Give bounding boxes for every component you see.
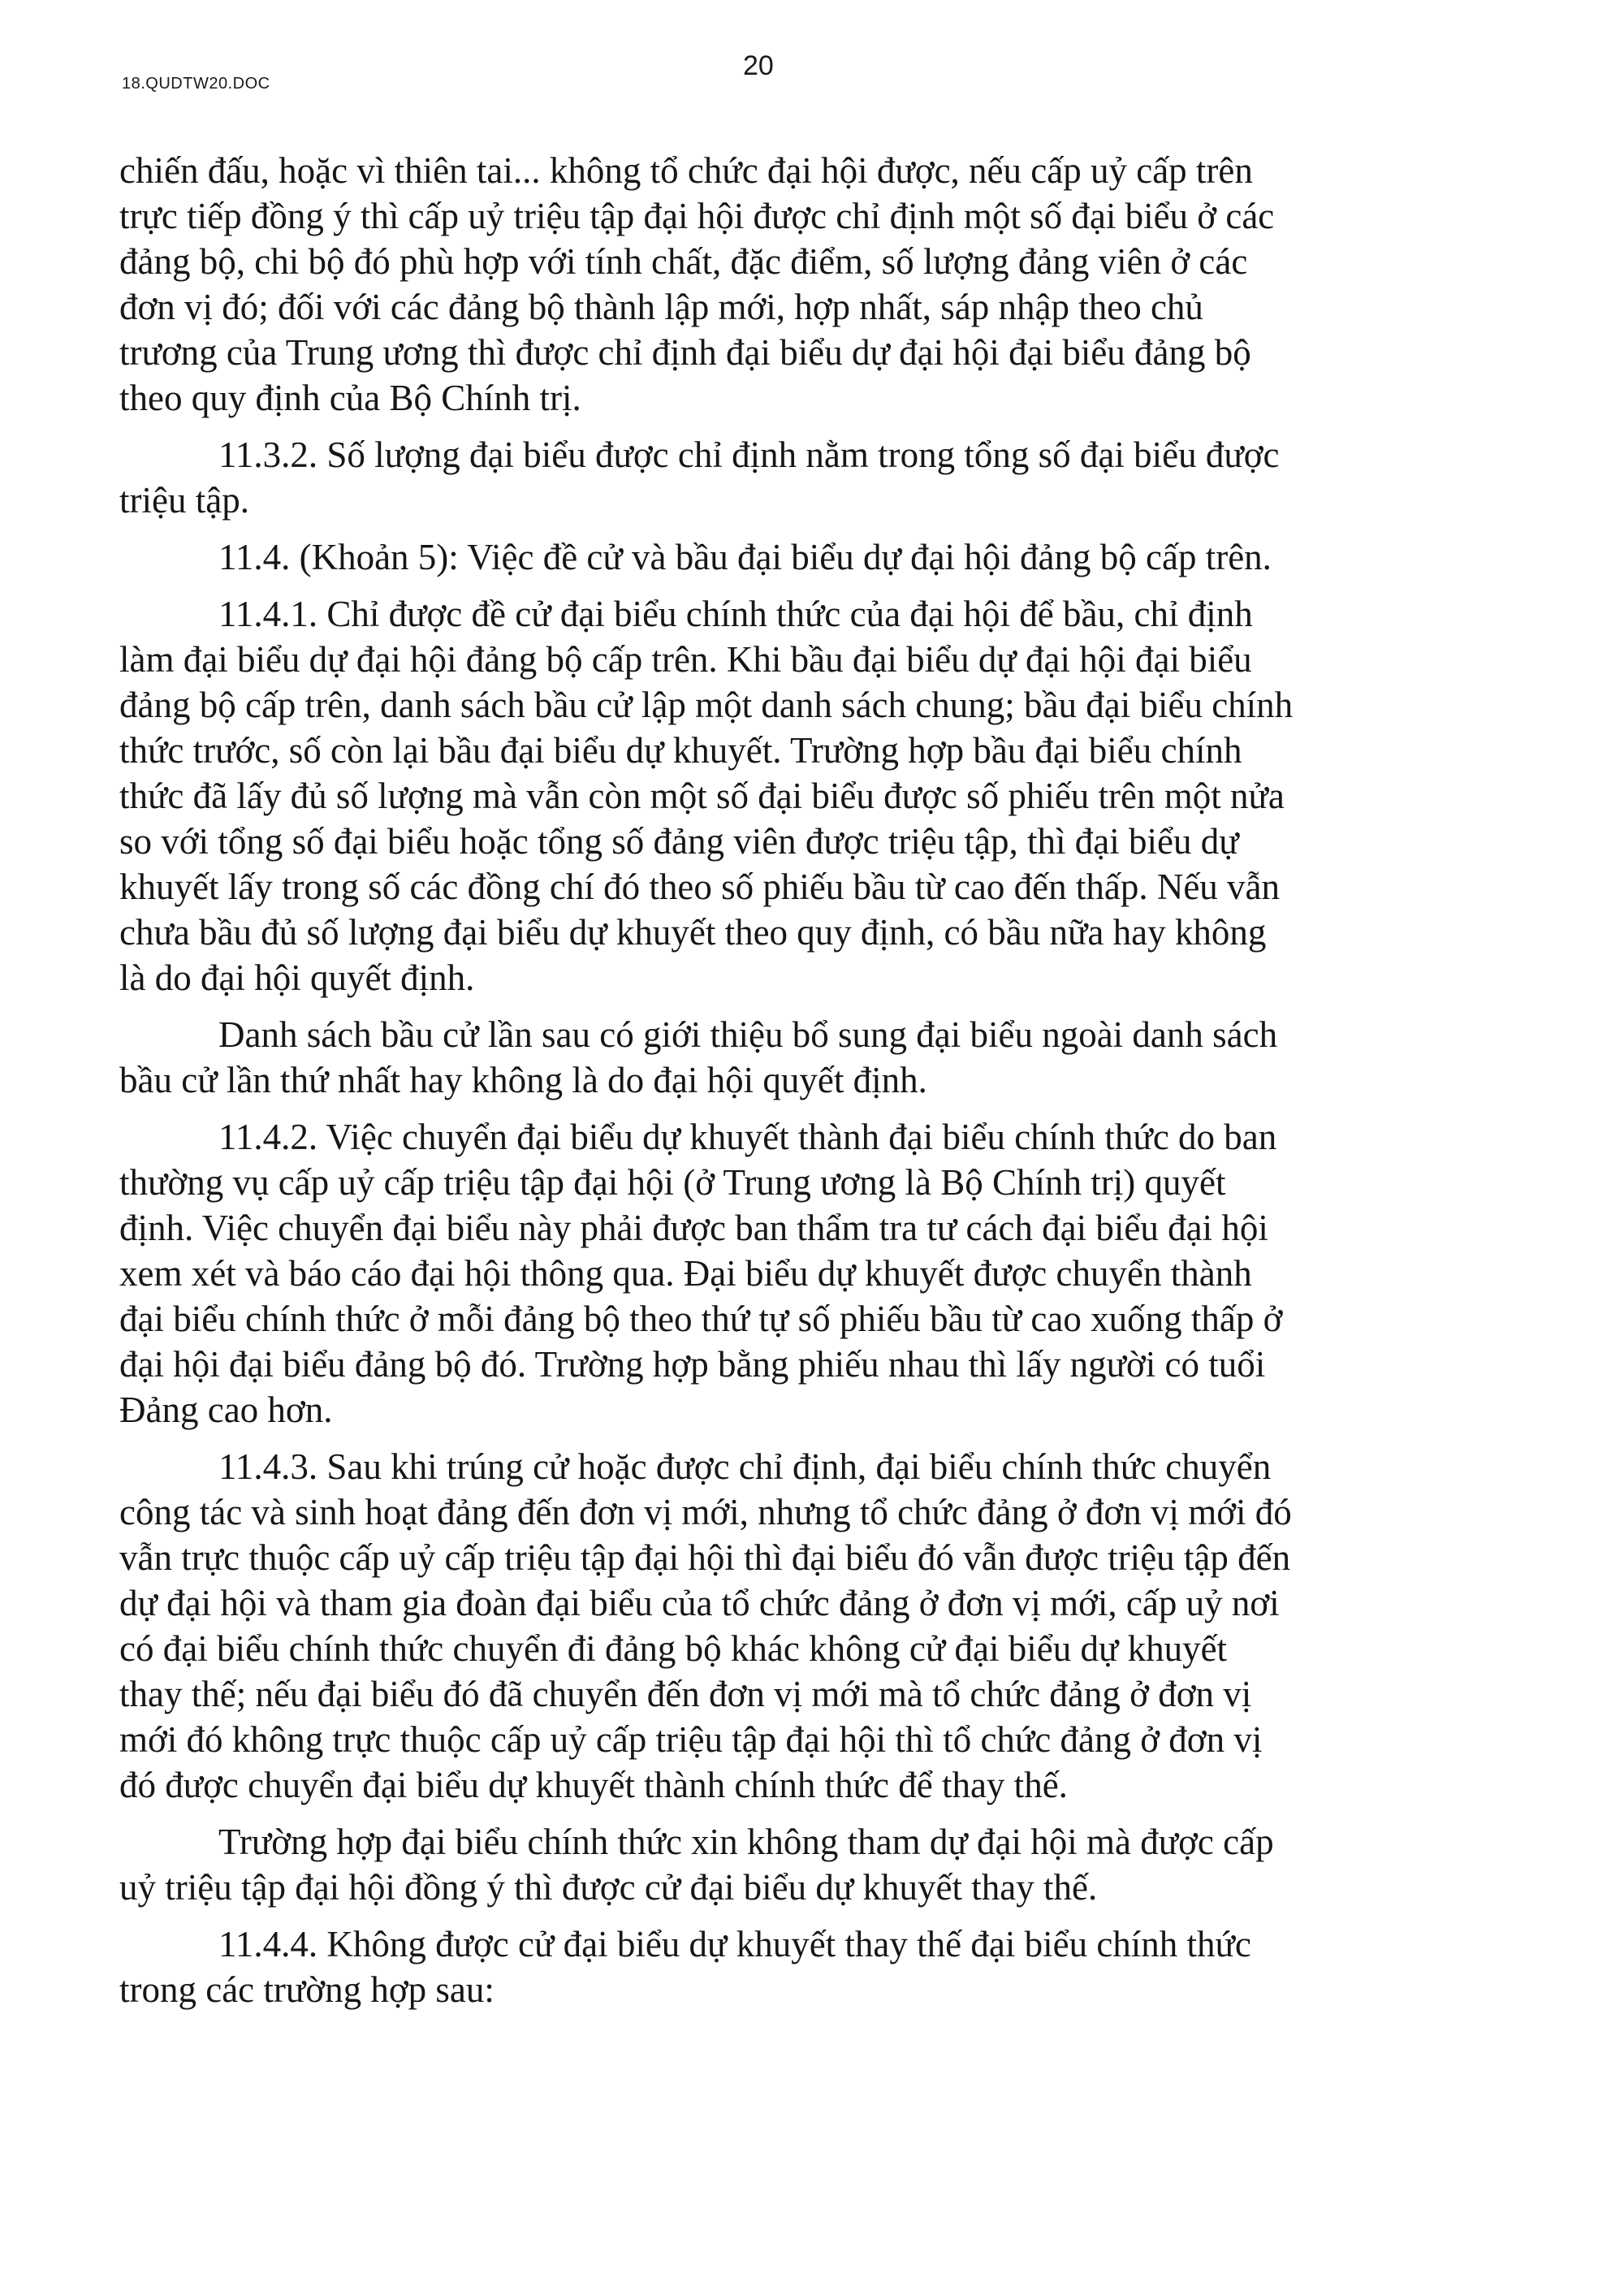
page-number: 20 (743, 50, 774, 81)
file-name-header: 18.QUDTW20.DOC (122, 75, 270, 93)
paragraph-ballot-list: Danh sách bầu cử lần sau có giới thiệu bổ sung đại biểu ngoài danh sách bầu cử lần thứ nhất hay không là do đại hội quyết định. (119, 1014, 1278, 1100)
paragraph-11-4-4: 11.4.4. Không được cử đại biểu dự khuyết thay thế đại biểu chính thức trong các trường hợp sau: (119, 1924, 1251, 2010)
paragraph-11-4-2: 11.4.2. Việc chuyển đại biểu dự khuyết thành đại biểu chính thức do ban thường vụ cấp uỷ cấp triệu tập đại hội (ở Trung ương là Bộ Chính trị) quyết định. Việc chuyển đại biểu này phải được ban thẩm tra tư cách đại biểu đại hội xem xét và báo cáo đại hội thông qua. Đại biểu dự khuyết được chuyển thành đại biểu chính thức ở mỗi đảng bộ theo thứ tự số phiếu bầu từ cao xuống thấp ở đại hội đại biểu đảng bộ đó. Trường hợp bằng phiếu nhau thì lấy người có tuổi Đảng cao hơn. (119, 1117, 1283, 1430)
paragraph-11-4-1: 11.4.1. Chỉ được đề cử đại biểu chính thức của đại hội để bầu, chỉ định làm đại biểu dự đại hội đảng bộ cấp trên. Khi bầu đại biểu dự đại hội đại biểu đảng bộ cấp trên, danh sách bầu cử lập một danh sách chung; bầu đại biểu chính thức trước, số còn lại bầu đại biểu dự khuyết. Trường hợp bầu đại biểu chính thức đã lấy đủ số lượng mà vẫn còn một số đại biểu được số phiếu trên một nửa so với tổng số đại biểu hoặc tổng số đảng viên được triệu tập, thì đại biểu dự khuyết lấy trong số các đồng chí đó theo số phiếu bầu từ cao đến thấp. Nếu vẫn chưa bầu đủ số lượng đại biểu dự khuyết theo quy định, có bầu nữa hay không là do đại hội quyết định. (119, 594, 1294, 998)
document-body (119, 148, 1401, 2012)
paragraph-continuation: chiến đấu, hoặc vì thiên tai... không tổ chức đại hội được, nếu cấp uỷ cấp trên trực tiếp đồng ý thì cấp uỷ triệu tập đại hội được chỉ định một số đại biểu ở các đảng bộ, chi bộ đó phù hợp với tính chất, đặc điểm, số lượng đảng viên ở các đơn vị đó; đối với các đảng bộ thành lập mới, hợp nhất, sáp nhập theo chủ trương của Trung ương thì được chỉ định đại biểu dự đại hội đại biểu đảng bộ theo quy định của Bộ Chính trị. (119, 150, 1275, 418)
paragraph-11-4-3: 11.4.3. Sau khi trúng cử hoặc được chỉ định, đại biểu chính thức chuyển công tác và sinh hoạt đảng đến đơn vị mới, nhưng tổ chức đảng ở đơn vị mới đó vẫn trực thuộc cấp uỷ cấp triệu tập đại hội thì đại biểu đó vẫn được triệu tập đến dự đại hội và tham gia đoàn đại biểu của tổ chức đảng ở đơn vị mới, cấp uỷ nơi có đại biểu chính thức chuyển đi đảng bộ khác không cử đại biểu dự khuyết thay thế; nếu đại biểu đó đã chuyển đến đơn vị mới mà tổ chức đảng ở đơn vị mới đó không trực thuộc cấp uỷ cấp triệu tập đại hội thì tổ chức đảng ở đơn vị đó được chuyển đại biểu dự khuyết thành chính thức để thay thế. (119, 1446, 1292, 1805)
paragraph-11-3-2: 11.3.2. Số lượng đại biểu được chỉ định nằm trong tổng số đại biểu được triệu tập. (119, 434, 1280, 521)
paragraph-11-4: 11.4. (Khoản 5): Việc đề cử và bầu đại biểu dự đại hội đảng bộ cấp trên. (218, 537, 1272, 577)
paragraph-absence-replacement: Trường hợp đại biểu chính thức xin không tham dự đại hội mà được cấp uỷ triệu tập đại hội đồng ý thì được cử đại biểu dự khuyết thay thế. (119, 1822, 1274, 1908)
